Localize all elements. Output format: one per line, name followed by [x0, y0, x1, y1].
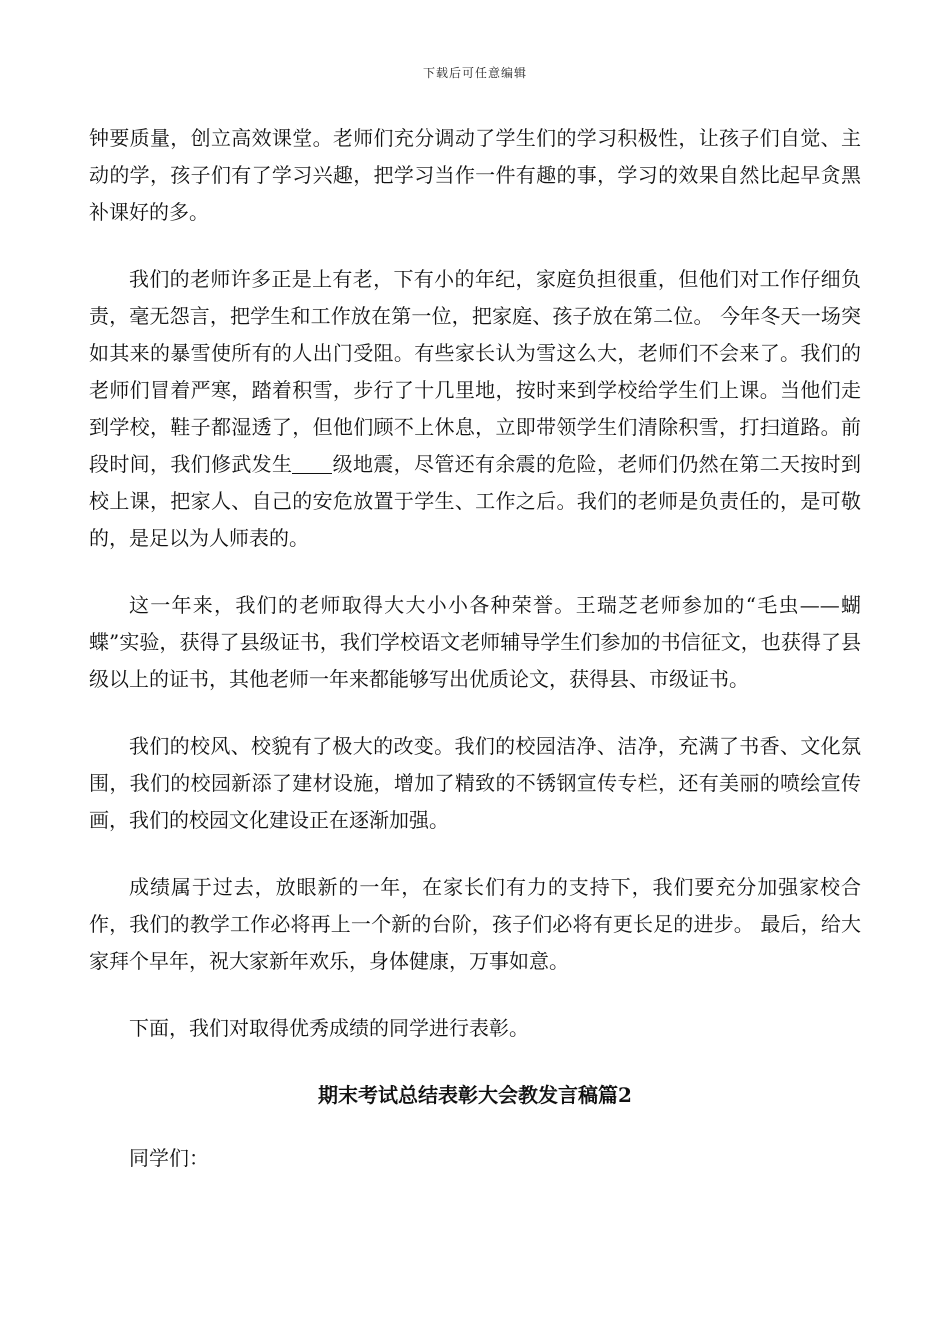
paragraph-campus: 我们的校风、校貌有了极大的改变。我们的校园洁净、洁净，充满了书香、文化氛围，我们的校园新添了建材设施，增加了精致的不锈钢宣传专栏，还有美丽的喷绘宣传画，我们的校园文化建设正在逐渐加强。 [89, 734, 861, 832]
paragraph-outlook: 成绩属于过去，放眼新的一年，在家长们有力的支持下，我们要充分加强家校合作，我们的教学工作必将再上一个新的台阶，孩子们必将有更长足的进步。 最后，给大家拜个早年，祝大家新年欢乐，身体健康，万事如意。 [89, 875, 861, 973]
paragraph-text-part-2: 级地震，尽管还有余震的危险，老师们仍然在第二天按时到校上课，把家人、自己的安危放置于学生、工作之后。我们的老师是负责任的，是可敬的，是足以为人师表的。 [89, 452, 862, 550]
paragraph-teachers-dedication [89, 261, 861, 557]
paragraph-continued: 钟要质量，创立高效课堂。老师们充分调动了学生们的学习积极性，让孩子们自觉、主动的学，孩子们有了学习兴趣，把学习当作一件有趣的事，学习的效果自然比起早贪黑补课好的多。 [89, 126, 861, 224]
paragraph-text-part-1: 我们的老师许多正是上有老，下有小的年纪，家庭负担很重，但他们对工作仔细负责，毫无怨言，把学生和工作放在第一位，把家庭、孩子放在第二位。 今年冬天一场突如其来的暴雪使所有的人出门受阻。有些家长认为雪这么大，老师们不会来了。我们的老师们冒着严寒，踏着积雪，步行了十几里地，按时来到学校给学生们上课。当他们走到学校，鞋子都湿透了，但他们顾不上休息，立即带领学生们清除积雪，打扫道路。前段时间，我们修武发生 [89, 267, 861, 476]
section-title: 期末考试总结表彰大会教发言稿篇2 [318, 1083, 632, 1107]
page-header: 下载后可任意编辑 [422, 66, 527, 80]
document-body [89, 120, 861, 1207]
blank-underline [292, 451, 332, 474]
salutation: 同学们： [129, 1146, 209, 1170]
paragraph-honors: 这一年来，我们的老师取得大大小小各种荣誉。王瑞芝老师参加的“毛虫——蝴蝶”实验，获得了县级证书，我们学校语文老师辅导学生们参加的书信征文，也获得了县级以上的证书，其他老师一年来都能够写出优质论文，获得县、市级证书。 [89, 593, 861, 691]
paragraph-commendation: 下面，我们对取得优秀成绩的同学进行表彰。 [129, 1016, 529, 1040]
